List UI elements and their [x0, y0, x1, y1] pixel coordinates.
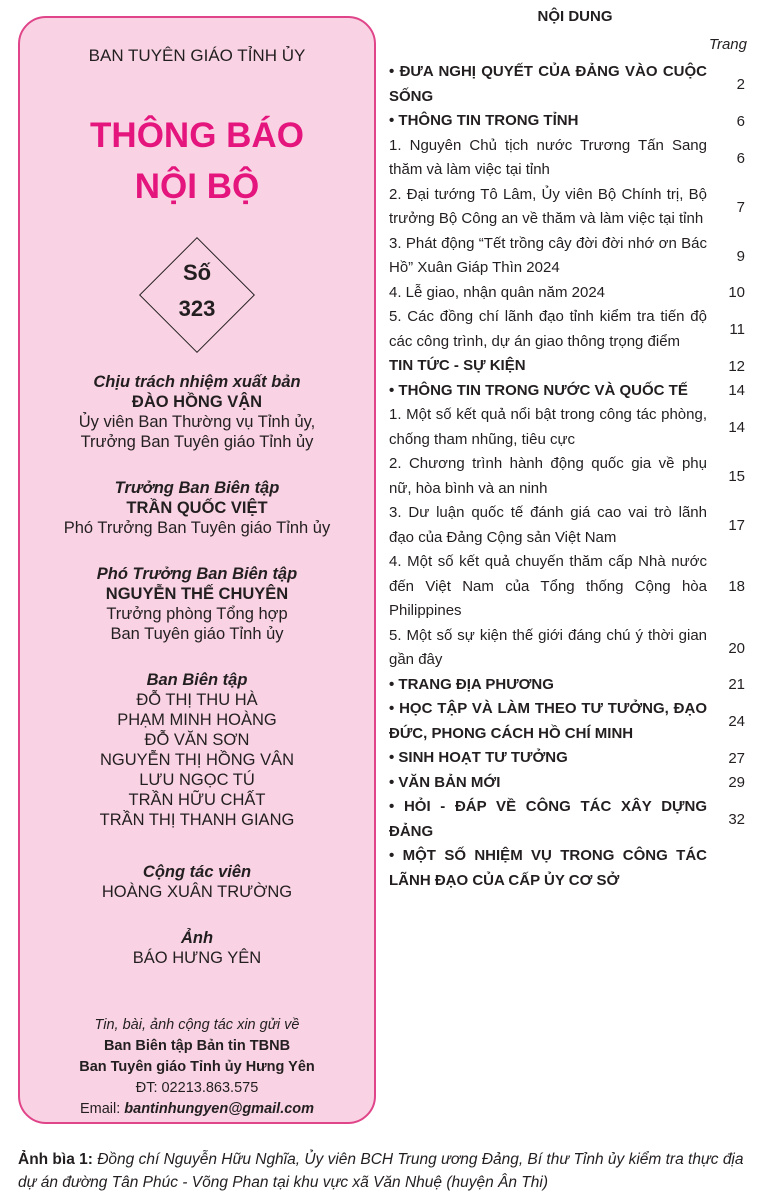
- email-label: Email:: [79, 1101, 125, 1117]
- board-member: LƯU NGỌC TÚ: [139, 771, 255, 789]
- contact-block: [20, 1015, 374, 1120]
- toc-entry-title: 3. Phát động “Tết trồng cây đời đời nhớ ơn Bác Hồ” Xuân Giáp Thìn 2024: [389, 234, 707, 276]
- toc-entry: [389, 134, 745, 183]
- toc-entry-title: 4. Một số kết quả chuyến thăm cấp Nhà nước đến Việt Nam của Tổng thống Cộng hòa Philippines: [389, 553, 707, 619]
- toc-entry-title: • MỘT SỐ NHIỆM VỤ TRONG CÔNG TÁC LÃNH ĐẠO CỦA CẤP ỦY CƠ SỞ: [389, 847, 707, 889]
- issue-number: 323: [178, 296, 216, 321]
- editor-role: Trưởng Ban Biên tập: [114, 479, 280, 497]
- toc-entry: [389, 673, 745, 698]
- editor-title: Phó Trưởng Ban Tuyên giáo Tỉnh ủy: [63, 519, 331, 537]
- toc-entry-title: 2. Đại tướng Tô Lâm, Ủy viên Bộ Chính trị, Bộ trưởng Bộ Công an về thăm và làm việc tại tỉnh: [389, 185, 707, 227]
- toc-entry: [389, 109, 745, 134]
- toc-entry-title: • HỌC TẬP VÀ LÀM THEO TƯ TƯỞNG, ĐẠO ĐỨC, PHONG CÁCH HỒ CHÍ MINH: [389, 700, 707, 742]
- email-address: bantinhungyen@gmail.com: [124, 1101, 315, 1117]
- toc-entry-title: • THÔNG TIN TRONG NƯỚC VÀ QUỐC TẾ: [389, 381, 688, 399]
- organization-name: BAN TUYÊN GIÁO TỈNH ỦY: [88, 46, 306, 65]
- board-member: TRẦN HỮU CHẤT: [128, 791, 266, 809]
- title-line-1: THÔNG BÁO: [90, 116, 304, 155]
- toc-entry-page: 29: [728, 774, 745, 792]
- contact-phone: ĐT: 02213.863.575: [135, 1080, 259, 1096]
- toc-entry-page: 14: [728, 419, 745, 436]
- board-member: ĐỖ VĂN SƠN: [144, 731, 250, 749]
- issue-label: Số: [182, 260, 212, 285]
- toc-entry-page: 18: [728, 578, 745, 596]
- publication-title: [20, 110, 374, 212]
- diamond-frame: [139, 237, 255, 353]
- deputy-role: Phó Trưởng Ban Biên tập: [96, 565, 298, 583]
- toc-entry: [389, 624, 745, 673]
- toc-entry: [389, 281, 745, 306]
- toc-entry-page: 9: [736, 247, 745, 265]
- toc-entry-title: 1. Nguyên Chủ tịch nước Trương Tấn Sang thăm và làm việc tại tỉnh: [389, 136, 707, 178]
- toc-entry-title: • ĐƯA NGHỊ QUYẾT CỦA ĐẢNG VÀO CUỘC SỐNG: [389, 63, 707, 105]
- publisher-block: [20, 372, 374, 452]
- photo-credit-block: [20, 928, 374, 968]
- toc-entry: [389, 501, 745, 550]
- toc-entry-page: 24: [728, 713, 745, 730]
- toc-entry-page: 21: [728, 676, 745, 694]
- toc-entry-page: 6: [736, 112, 745, 130]
- toc-entry-title: 2. Chương trình hành động quốc gia về phụ nữ, hòa bình và an ninh: [389, 455, 707, 497]
- toc-entry-title: TIN TỨC - SỰ KIỆN: [389, 357, 526, 374]
- title-line-2: NỘI BỘ: [134, 167, 260, 206]
- toc-entry-page: 7: [736, 198, 745, 216]
- collab-name: HOÀNG XUÂN TRƯỜNG: [101, 883, 293, 901]
- toc-entry-page: 27: [728, 749, 745, 767]
- toc-entry-page: 32: [728, 811, 745, 828]
- toc-entry-page: 17: [728, 517, 745, 534]
- toc-entry: [389, 232, 745, 281]
- contact-line-1: Ban Biên tập Bản tin TBNB: [103, 1038, 291, 1054]
- collaborator-block: [20, 862, 374, 902]
- toc-entry-title: • HỎI - ĐÁP VỀ CÔNG TÁC XÂY DỰNG ĐẢNG: [389, 798, 707, 840]
- toc-entry-page: 20: [728, 639, 745, 657]
- toc-entry: [389, 403, 745, 452]
- deputy-title-2: Ban Tuyên giáo Tỉnh ủy: [110, 625, 284, 643]
- toc-entry: [389, 305, 745, 354]
- toc-entry-title: • THÔNG TIN TRONG TỈNH: [389, 112, 579, 129]
- cover-photo-caption: [18, 1148, 763, 1194]
- board-role: Ban Biên tập: [146, 671, 248, 689]
- photo-name: BÁO HƯNG YÊN: [132, 949, 262, 967]
- toc-heading: NỘI DUNG: [537, 8, 613, 25]
- photo-role: Ảnh: [180, 929, 214, 947]
- editor-name: TRẦN QUỐC VIỆT: [126, 499, 268, 517]
- toc-entry-title: 3. Dư luận quốc tế đánh giá cao vai trò lãnh đạo của Đảng Cộng sản Việt Nam: [389, 504, 707, 546]
- toc-entry-page: 11: [729, 321, 745, 338]
- board-member: TRẦN THỊ THANH GIANG: [99, 811, 295, 829]
- caption-label: Ảnh bìa 1:: [18, 1151, 93, 1168]
- contact-intro: Tin, bài, ảnh cộng tác xin gửi về: [94, 1017, 300, 1033]
- table-of-contents: [389, 60, 745, 893]
- toc-entry-title: • TRANG ĐỊA PHƯƠNG: [389, 675, 554, 693]
- board-member: NGUYỄN THỊ HỒNG VÂN: [99, 751, 295, 769]
- editor-block: [20, 478, 374, 538]
- toc-entry: [389, 354, 745, 379]
- toc-entry-page: 15: [728, 468, 745, 485]
- toc-entry: [389, 844, 745, 893]
- publisher-name: ĐÀO HỒNG VẬN: [131, 393, 263, 411]
- toc-entry-page: 10: [728, 284, 745, 302]
- issue-badge: [20, 236, 374, 354]
- publisher-title-2: Trưởng Ban Tuyên giáo Tỉnh ủy: [80, 433, 314, 451]
- toc-page-label: Trang: [708, 36, 747, 53]
- contact-email-line: [20, 1099, 374, 1120]
- toc-entry: [389, 795, 745, 844]
- toc-entry-title: 4. Lễ giao, nhận quân năm 2024: [389, 283, 606, 301]
- deputy-title-1: Trưởng phòng Tổng hợp: [106, 605, 288, 623]
- toc-entry: [389, 60, 745, 109]
- masthead-panel: [18, 16, 376, 1124]
- toc-entry-title: • VĂN BẢN MỚI: [389, 773, 501, 791]
- deputy-editor-block: [20, 564, 374, 644]
- deputy-name: NGUYỄN THẾ CHUYÊN: [105, 585, 289, 603]
- publisher-role: Chịu trách nhiệm xuất bản: [93, 373, 301, 391]
- toc-entry: [389, 746, 745, 771]
- board-member: PHẠM MINH HOÀNG: [117, 711, 277, 729]
- toc-entry-title: 5. Các đồng chí lãnh đạo tỉnh kiểm tra tiến độ các công trình, dự án giao thông trọng điểm: [389, 308, 707, 350]
- toc-entry: [389, 183, 745, 232]
- contact-line-2: Ban Tuyên giáo Tỉnh ủy Hưng Yên: [79, 1059, 315, 1075]
- toc-entry-page: 2: [736, 76, 745, 93]
- toc-entry: [389, 452, 745, 501]
- editorial-board-block: [20, 670, 374, 830]
- toc-entry: [389, 771, 745, 796]
- board-member: ĐỖ THỊ THU HÀ: [136, 691, 258, 709]
- toc-entry-page: 6: [736, 149, 745, 167]
- toc-entry: [389, 697, 745, 746]
- caption-text: Đồng chí Nguyễn Hữu Nghĩa, Ủy viên BCH Trung ương Đảng, Bí thư Tỉnh ủy kiểm tra thực địa dự án đường Tân Phúc - Võng Phan tại khu vực xã Văn Nhuệ (huyện Ân Thi): [18, 1151, 744, 1191]
- toc-entry-page: 14: [728, 382, 745, 400]
- toc-entry: [389, 379, 745, 404]
- toc-entry-title: 1. Một số kết quả nổi bật trong công tác phòng, chống tham nhũng, tiêu cực: [389, 406, 707, 448]
- publisher-title-1: Ủy viên Ban Thường vụ Tỉnh ủy,: [78, 413, 316, 431]
- toc-entry-title: 5. Một số sự kiện thế giới đáng chú ý thời gian gần đây: [389, 626, 707, 668]
- toc-entry-page: 12: [728, 357, 745, 375]
- collab-role: Cộng tác viên: [142, 863, 252, 881]
- toc-entry-title: • SINH HOẠT TƯ TƯỞNG: [389, 749, 568, 766]
- toc-entry: [389, 550, 745, 624]
